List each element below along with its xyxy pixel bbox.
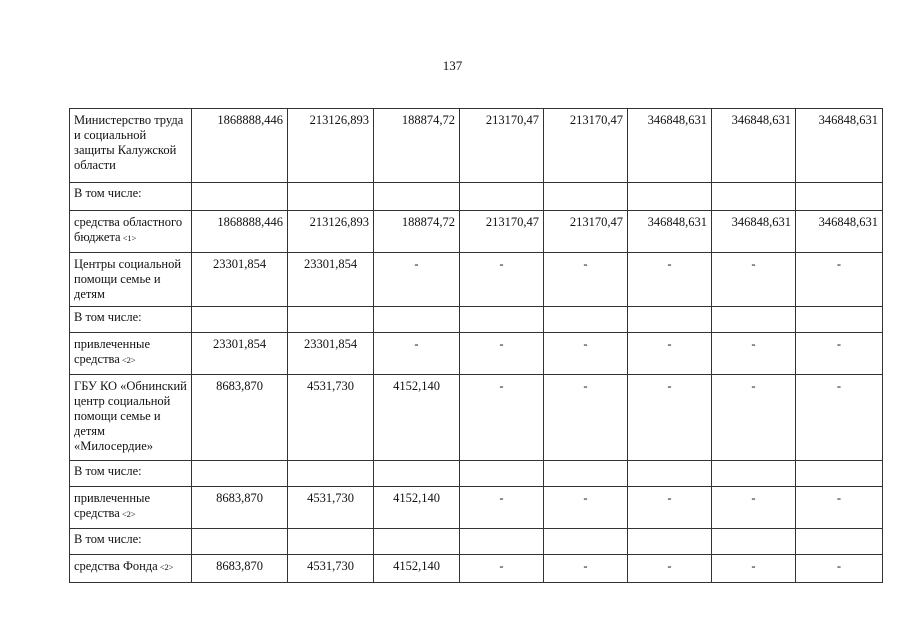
value-cell	[374, 183, 460, 211]
value-cell	[374, 307, 460, 333]
row-label: средства Фонда	[74, 559, 158, 573]
value-cell	[460, 529, 544, 555]
row-label-cell	[70, 211, 192, 253]
value-cell: 23301,854	[288, 253, 374, 307]
value-cell: -	[374, 333, 460, 375]
row-label-cell	[70, 555, 192, 583]
table-row	[70, 307, 883, 333]
row-label-cell	[70, 487, 192, 529]
value-cell: 1868888,446	[192, 109, 288, 183]
value-cell	[712, 183, 796, 211]
value-cell: -	[796, 375, 883, 461]
value-cell: 4152,140	[374, 555, 460, 583]
value-cell	[628, 529, 712, 555]
value-cell	[796, 307, 883, 333]
row-label-cell	[70, 461, 192, 487]
value-cell: 4531,730	[288, 555, 374, 583]
value-cell: -	[796, 253, 883, 307]
value-cell: 213170,47	[544, 211, 628, 253]
row-label-cell	[70, 183, 192, 211]
value-cell: 346848,631	[628, 211, 712, 253]
value-cell: -	[544, 333, 628, 375]
value-cell: 8683,870	[192, 375, 288, 461]
value-cell: -	[712, 555, 796, 583]
table-row	[70, 555, 883, 583]
value-cell: 213170,47	[544, 109, 628, 183]
value-cell	[460, 307, 544, 333]
value-cell: 23301,854	[192, 253, 288, 307]
value-cell	[796, 461, 883, 487]
value-cell: 4152,140	[374, 487, 460, 529]
value-cell: -	[628, 333, 712, 375]
table-row	[70, 253, 883, 307]
table-row	[70, 461, 883, 487]
value-cell: 188874,72	[374, 211, 460, 253]
footnote-ref: <2>	[121, 355, 136, 365]
value-cell: -	[796, 487, 883, 529]
value-cell: 213170,47	[460, 211, 544, 253]
value-cell	[712, 461, 796, 487]
value-cell	[544, 529, 628, 555]
value-cell	[628, 183, 712, 211]
value-cell: -	[374, 253, 460, 307]
table-row	[70, 375, 883, 461]
row-label: средства областного бюджета	[74, 215, 183, 244]
value-cell: 1868888,446	[192, 211, 288, 253]
value-cell: -	[628, 375, 712, 461]
value-cell	[288, 529, 374, 555]
value-cell: 346848,631	[628, 109, 712, 183]
value-cell	[192, 183, 288, 211]
value-cell: 213126,893	[288, 211, 374, 253]
value-cell	[628, 307, 712, 333]
table-row	[70, 333, 883, 375]
value-cell: 188874,72	[374, 109, 460, 183]
value-cell	[544, 307, 628, 333]
table-row	[70, 109, 883, 183]
row-label-cell	[70, 529, 192, 555]
value-cell	[374, 529, 460, 555]
row-label: Центры социальной помощи семье и детям	[74, 257, 182, 301]
table-row	[70, 211, 883, 253]
value-cell: 213170,47	[460, 109, 544, 183]
value-cell	[192, 307, 288, 333]
page-number: 137	[442, 58, 463, 73]
value-cell	[460, 183, 544, 211]
row-label-cell	[70, 109, 192, 183]
table-row	[70, 487, 883, 529]
row-label: ГБУ КО «Обнинский центр социальной помощи семье и детям «Милосердие»	[74, 379, 187, 453]
value-cell	[796, 183, 883, 211]
value-cell	[192, 461, 288, 487]
value-cell: 346848,631	[712, 109, 796, 183]
value-cell: -	[460, 253, 544, 307]
value-cell	[544, 183, 628, 211]
value-cell	[288, 307, 374, 333]
value-cell: -	[712, 487, 796, 529]
value-cell: -	[712, 375, 796, 461]
value-cell: -	[712, 253, 796, 307]
value-cell: 4152,140	[374, 375, 460, 461]
row-label: В том числе:	[74, 464, 142, 478]
value-cell: -	[544, 253, 628, 307]
value-cell: -	[544, 487, 628, 529]
value-cell: -	[544, 375, 628, 461]
row-label: привлеченные средства	[74, 337, 151, 366]
value-cell: 8683,870	[192, 555, 288, 583]
footnote-ref: <1>	[122, 233, 137, 243]
value-cell	[796, 529, 883, 555]
value-cell	[288, 183, 374, 211]
value-cell	[712, 529, 796, 555]
budget-table	[69, 108, 883, 583]
value-cell	[192, 529, 288, 555]
value-cell: -	[796, 333, 883, 375]
value-cell: -	[628, 555, 712, 583]
footnote-ref: <2>	[159, 562, 174, 572]
value-cell: 23301,854	[192, 333, 288, 375]
value-cell: -	[460, 555, 544, 583]
table-row	[70, 183, 883, 211]
row-label-cell	[70, 375, 192, 461]
row-label: В том числе:	[74, 532, 142, 546]
value-cell: 23301,854	[288, 333, 374, 375]
value-cell: -	[460, 333, 544, 375]
footnote-ref: <2>	[121, 509, 136, 519]
value-cell: -	[712, 333, 796, 375]
value-cell: -	[628, 253, 712, 307]
value-cell: -	[796, 555, 883, 583]
row-label-cell	[70, 307, 192, 333]
value-cell: 346848,631	[796, 211, 883, 253]
value-cell: 346848,631	[712, 211, 796, 253]
budget-table-body	[70, 109, 883, 583]
value-cell: 346848,631	[796, 109, 883, 183]
value-cell: 8683,870	[192, 487, 288, 529]
value-cell: -	[628, 487, 712, 529]
value-cell	[288, 461, 374, 487]
value-cell: -	[460, 487, 544, 529]
row-label-cell	[70, 253, 192, 307]
row-label: привлеченные средства	[74, 491, 151, 520]
value-cell: -	[544, 555, 628, 583]
row-label: В том числе:	[74, 186, 142, 200]
value-cell: -	[460, 375, 544, 461]
value-cell	[712, 307, 796, 333]
value-cell	[460, 461, 544, 487]
value-cell	[544, 461, 628, 487]
value-cell: 213126,893	[288, 109, 374, 183]
row-label: В том числе:	[74, 310, 142, 324]
value-cell	[628, 461, 712, 487]
row-label: Министерство труда и социальной защиты Калужской области	[74, 113, 184, 172]
value-cell: 4531,730	[288, 375, 374, 461]
value-cell	[374, 461, 460, 487]
row-label-cell	[70, 333, 192, 375]
value-cell: 4531,730	[288, 487, 374, 529]
table-row	[70, 529, 883, 555]
